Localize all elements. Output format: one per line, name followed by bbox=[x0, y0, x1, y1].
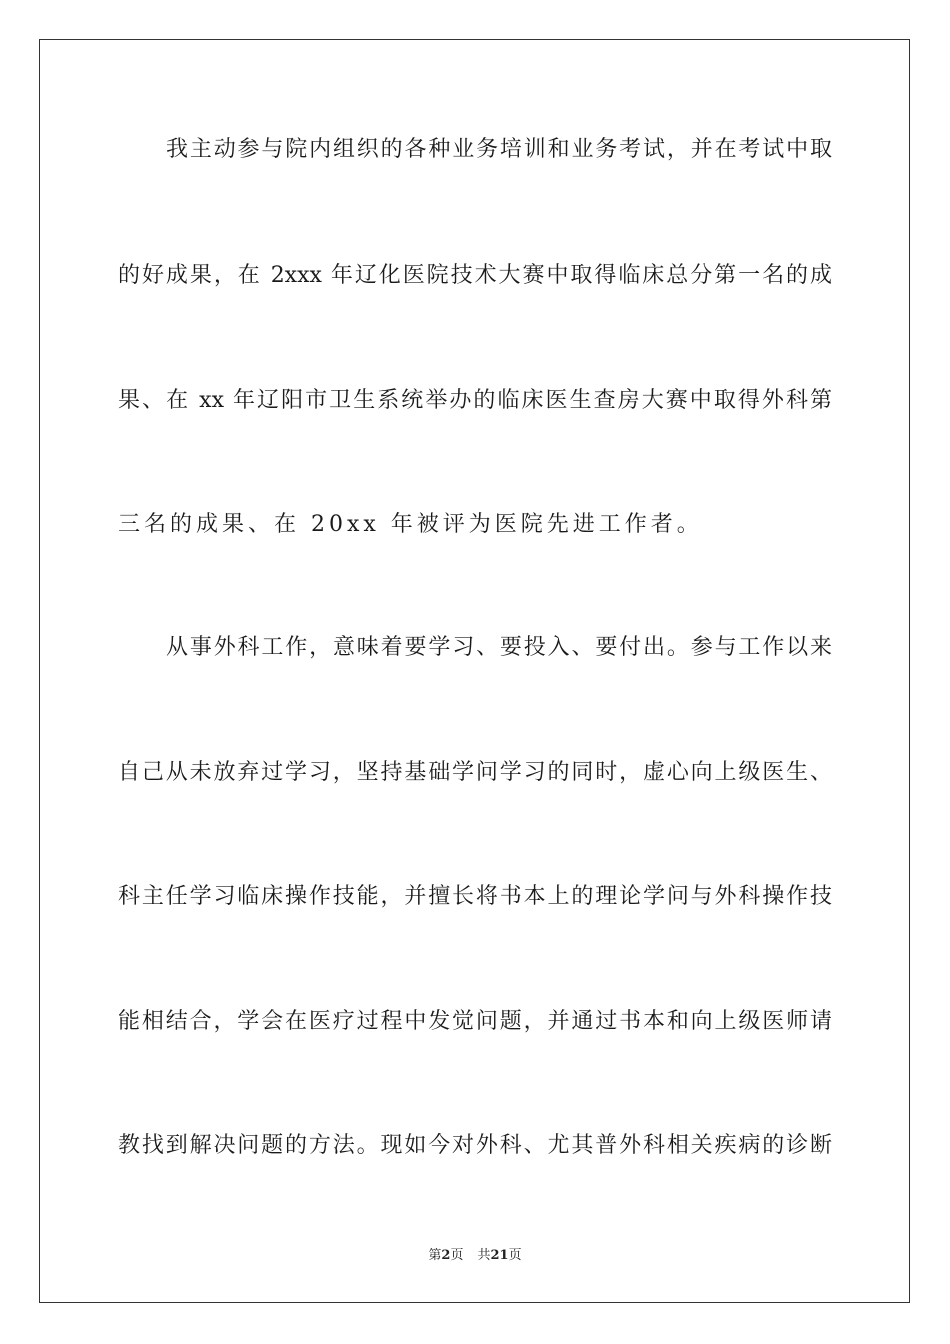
paragraph-1-line-4: 三名的成果、在 20xx 年被评为医院先进工作者。 bbox=[118, 512, 703, 537]
page-border bbox=[39, 39, 910, 1303]
page-number: 2 bbox=[441, 1248, 451, 1263]
paragraph-2-line-4: 能相结合，学会在医疗过程中发觉问题，并通过书本和向上级医师请 bbox=[118, 1009, 832, 1034]
paragraph-2-line-1: 从事外科工作，意味着要学习、要投入、要付出。参与工作以来 bbox=[166, 635, 832, 660]
total-suffix: 页 bbox=[508, 1248, 522, 1263]
total-pages: 21 bbox=[490, 1248, 509, 1263]
paragraph-1-line-2: 的好成果，在 2xxx 年辽化医院技术大赛中取得临床总分第一名的成 bbox=[118, 263, 832, 288]
paragraph-2-line-2: 自己从未放弃过学习，坚持基础学问学习的同时，虚心向上级医生、 bbox=[118, 760, 832, 785]
page-prefix: 第 bbox=[428, 1248, 442, 1263]
paragraph-2-line-3: 科主任学习临床操作技能，并擅长将书本上的理论学问与外科操作技 bbox=[118, 884, 832, 909]
page-footer bbox=[0, 1247, 950, 1265]
paragraph-1-line-1: 我主动参与院内组织的各种业务培训和业务考试，并在考试中取 bbox=[166, 137, 832, 162]
paragraph-2-line-5: 教找到解决问题的方法。现如今对外科、尤其普外科相关疾病的诊断 bbox=[118, 1133, 832, 1158]
total-prefix: 共 bbox=[477, 1248, 491, 1263]
paragraph-1-line-3: 果、在 xx 年辽阳市卫生系统举办的临床医生查房大赛中取得外科第 bbox=[118, 388, 832, 413]
page-suffix: 页 bbox=[450, 1248, 464, 1263]
